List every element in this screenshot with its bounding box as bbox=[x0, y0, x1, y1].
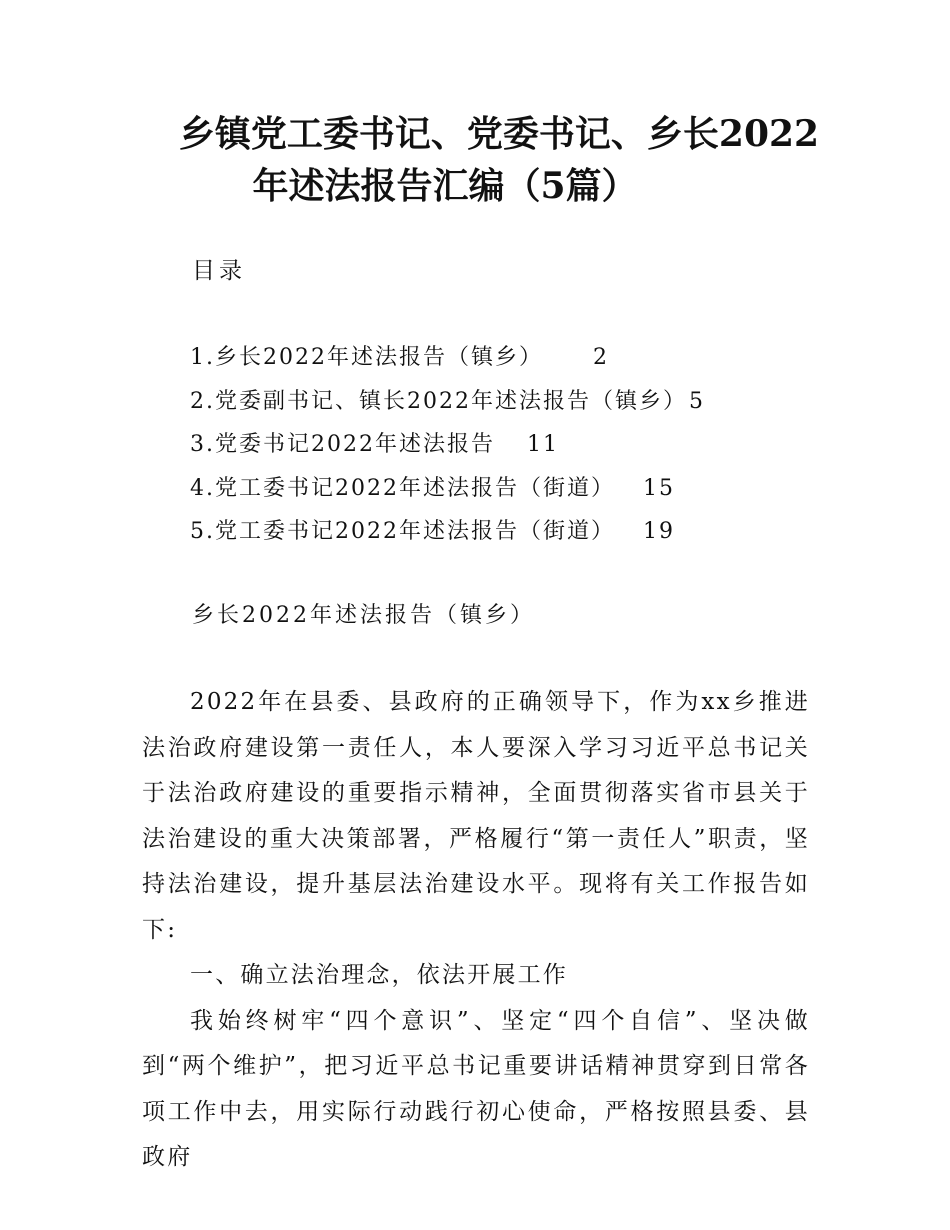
paragraph: 我始终树牢“四个意识”、坚定“四个自信”、坚决做到“两个维护”，把习近平总书记重要讲话精神贯穿到日常各项工作中去，用实际行动践行初心使命，严格按照县委、县政府 bbox=[142, 1007, 810, 1170]
document-title bbox=[0, 108, 950, 212]
toc-item-page: 15 bbox=[642, 475, 675, 501]
toc-item-page: 2 bbox=[592, 345, 609, 370]
toc-item-label: 5.党工委书记2022年述法报告（街道） bbox=[190, 519, 615, 544]
toc-item-page: 19 bbox=[642, 519, 675, 544]
document-title-line-2: 年述法报告汇编（5篇） bbox=[252, 165, 638, 207]
section-heading: 乡长2022年述法报告（镇乡） bbox=[192, 603, 535, 628]
toc-item-page: 11 bbox=[526, 432, 559, 457]
toc-item-page: 5 bbox=[688, 388, 705, 414]
toc-item-2[interactable] bbox=[190, 380, 705, 424]
toc-item-label: 3.党委书记2022年述法报告 bbox=[190, 432, 495, 457]
paragraph: 2022年在县委、县政府的正确领导下，作为xx乡推进法治政府建设第一责任人，本人要深入学习习近平总书记关于法治政府建设的重要指示精神，全面贯彻落实省市县关于法治建设的重大决策部署，严格履行“第一责任人”职责，坚持法治建设，提升基层法治建设水平。现将有关工作报告如下: bbox=[142, 689, 810, 943]
toc-item-3[interactable] bbox=[190, 423, 705, 467]
toc-item-4[interactable] bbox=[190, 467, 705, 511]
toc-item-1[interactable] bbox=[190, 336, 705, 380]
toc-item-label: 1.乡长2022年述法报告（镇乡） bbox=[190, 345, 543, 370]
table-of-contents bbox=[190, 336, 705, 554]
body-text bbox=[142, 680, 810, 1181]
toc-item-label: 2.党委副书记、镇长2022年述法报告（镇乡） bbox=[190, 388, 687, 414]
toc-item-label: 4.党工委书记2022年述法报告（街道） bbox=[190, 475, 615, 501]
subheading: 一、确立法治理念，依法开展工作 bbox=[190, 962, 568, 988]
document-title-line-1: 乡镇党工委书记、党委书记、乡长2022 bbox=[178, 113, 820, 155]
toc-heading: 目录 bbox=[192, 258, 246, 284]
toc-item-5[interactable] bbox=[190, 510, 705, 554]
